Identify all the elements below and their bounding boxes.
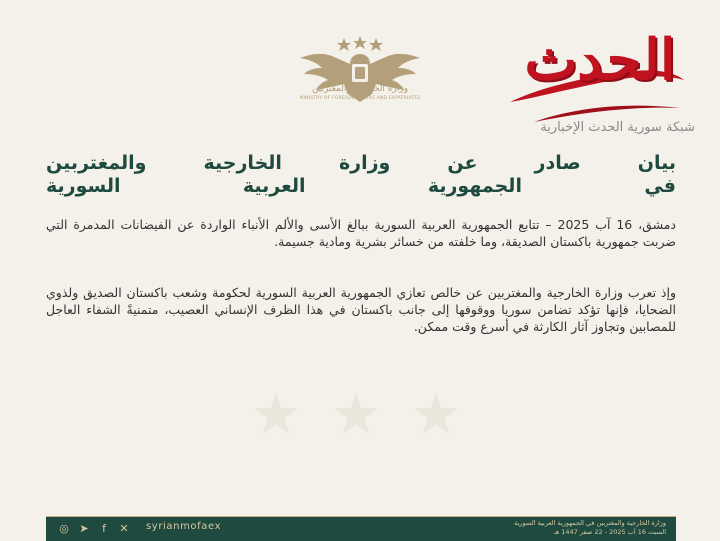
footer-ministry-date bbox=[496, 519, 666, 537]
emblem-caption-arabic: وزارة الخارجية والمغتربين bbox=[311, 84, 409, 94]
footer-ministry-line: وزارة الخارجية والمغتربين في الجمهورية العربية السورية bbox=[514, 519, 666, 527]
statement-title-line-1: بيان صادر عن وزارة الخارجية والمغتربين bbox=[46, 152, 676, 174]
footer-date-line: السبت 16 آب 2025 - 22 صفر 1447 هـ bbox=[553, 528, 666, 536]
statement-paragraph-1: دمشق، 16 آب 2025 – تتابع الجمهورية العربية السورية ببالغ الأسى والألم الأنباء الواردة عن الفيضانات المدمرة التي ضربت جمهورية باكستان الصديقة، وما خلفته من خسائر بشرية ومادية جسيمة. bbox=[46, 217, 676, 249]
statement-paragraph-2: وإذ تعرب وزارة الخارجية والمغتربين عن خالص تعازي الجمهورية العربية السورية لحكومة وشعب باكستان الصديق ولذوي الضحايا، فإنها تؤكد تضامن سوريا ووقوفها إلى جانب باكستان في هذا الظرف الإنساني العصيب، متمنيةً الشفاء العاجل للمصابين وتجاوز آثار الكارثة في أسرع وقت ممكن. bbox=[46, 285, 676, 334]
emblem-caption-english: MINISTRY OF FOREIGN AFFAIRS AND EXPATRIATES bbox=[299, 96, 421, 101]
instagram-icon[interactable]: ◎ bbox=[59, 522, 69, 535]
social-icons bbox=[58, 520, 130, 538]
al-hadath-logo-word: الحدث bbox=[524, 27, 676, 93]
watermark-star-icon: ★ bbox=[250, 380, 302, 448]
telegram-icon[interactable]: ➤ bbox=[79, 522, 89, 535]
footer-bar bbox=[46, 516, 676, 541]
watermark-star-icon: ★ bbox=[410, 380, 462, 448]
x-icon[interactable]: ✕ bbox=[119, 522, 129, 535]
watermark-star-icon: ★ bbox=[330, 380, 382, 448]
facebook-icon[interactable]: f bbox=[102, 522, 106, 535]
social-handle: syrianmofaex bbox=[146, 521, 222, 532]
statement-title-line-2: في الجمهورية العربية السورية bbox=[46, 175, 676, 197]
logo-subtitle: شبكة سورية الحدث الإخبارية bbox=[540, 120, 695, 135]
